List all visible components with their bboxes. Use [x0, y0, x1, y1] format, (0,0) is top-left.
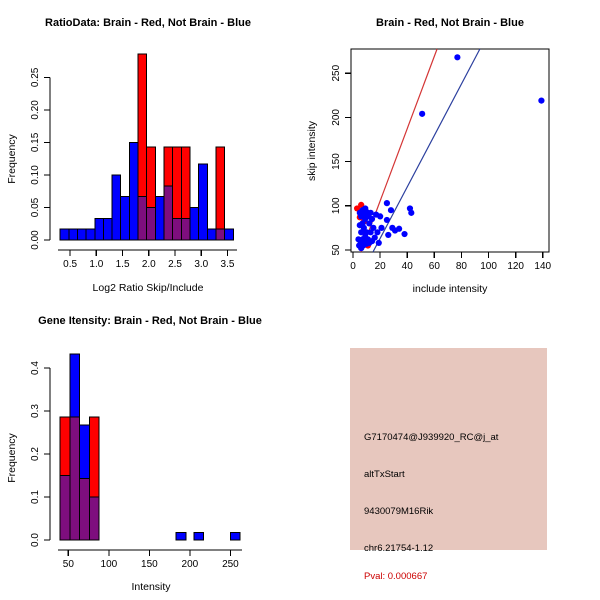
plot-box: [351, 49, 549, 252]
overlap-bar: [70, 417, 80, 540]
overlap-bar: [164, 186, 173, 240]
x-tick-label: 200: [181, 559, 199, 570]
not-brain-bar: [95, 219, 104, 240]
not-brain-bar: [121, 196, 130, 240]
x-tick-label: 0: [350, 261, 356, 272]
not-brain-bar: [225, 229, 234, 240]
not-brain-bar: [176, 533, 186, 540]
brain-bar: [216, 147, 225, 240]
y-tick-label: 0.1: [30, 490, 41, 504]
y-tick-label: 0.20: [30, 100, 41, 120]
scatter-ylabel: skip intensity: [306, 120, 318, 182]
y-tick-label: 100: [331, 197, 342, 215]
not-brain-point: [378, 225, 384, 231]
ratio-histogram-panel: [0, 0, 300, 300]
y-tick-label: 0.10: [30, 165, 41, 185]
event-type-text: altTxStart: [364, 469, 405, 480]
x-tick-label: 100: [100, 559, 118, 570]
not-brain-bar: [103, 219, 112, 240]
not-brain-point: [376, 240, 382, 246]
gene-info-card: [350, 348, 547, 582]
y-tick-label: 0.4: [30, 361, 41, 375]
x-tick-label: 40: [401, 261, 413, 272]
not-brain-point: [388, 207, 394, 213]
ratio-histogram-title: RatioData: Brain - Red, Not Brain - Blue: [45, 17, 251, 29]
x-tick-label: 3.0: [194, 259, 209, 270]
x-tick-label: 2.0: [141, 259, 156, 270]
not-brain-point: [401, 231, 407, 237]
gene-intensity-histogram-panel: [0, 300, 300, 600]
not-brain-point: [372, 234, 378, 240]
y-tick-label: 200: [331, 109, 342, 126]
x-tick-label: 60: [428, 261, 440, 272]
x-tick-label: 1.5: [115, 259, 130, 270]
y-tick-label: 150: [331, 153, 342, 170]
scatter-title: Brain - Red, Not Brain - Blue: [376, 17, 524, 29]
not-brain-bar: [77, 229, 86, 240]
not-brain-bar: [207, 229, 216, 240]
y-tick-label: 0.00: [30, 230, 41, 250]
not-brain-bar: [60, 229, 69, 240]
not-brain-point: [408, 210, 414, 216]
pval-text: Pval: 0.000667: [364, 571, 428, 582]
x-tick-label: 100: [480, 261, 497, 272]
y-tick-label: 250: [331, 64, 342, 82]
x-tick-label: 0.5: [63, 259, 78, 270]
x-tick-label: 140: [534, 261, 552, 272]
not-brain-bar: [230, 533, 240, 540]
x-tick-label: 250: [222, 559, 239, 570]
not-brain-bar: [155, 196, 164, 240]
overlap-bar: [138, 196, 147, 240]
not-brain-point: [538, 98, 544, 104]
not-brain-point: [384, 200, 390, 206]
not-brain-bar: [194, 533, 204, 540]
x-tick-label: 2.5: [168, 259, 182, 270]
scatter-xlabel: include intensity: [412, 283, 488, 295]
overlap-bar: [181, 219, 190, 240]
y-tick-label: 0.15: [30, 132, 41, 153]
not-brain-point: [419, 111, 425, 117]
gene-histogram-plot: [30, 354, 242, 570]
x-tick-label: 20: [374, 261, 386, 272]
x-tick-label: 80: [455, 261, 468, 272]
x-tick-label: 120: [507, 261, 525, 272]
not-brain-bar: [199, 164, 208, 240]
not-brain-point: [368, 210, 374, 216]
ratio-histogram-xlabel: Log2 Ratio Skip/Include: [92, 282, 204, 294]
overlap-bar: [89, 497, 99, 540]
x-tick-label: 1.0: [89, 259, 104, 270]
overlap-bar: [147, 207, 156, 240]
ratio-histogram-plot: [30, 54, 237, 270]
y-tick-label: 0.2: [30, 447, 41, 461]
not-brain-bar: [190, 207, 199, 240]
not-brain-bar: [86, 229, 95, 240]
not-brain-point: [377, 213, 383, 219]
intensity-scatter-panel: [300, 0, 600, 300]
not-brain-bar: [112, 175, 121, 240]
ratio-histogram-ylabel: Frequency: [6, 134, 18, 184]
not-brain-bar: [129, 142, 138, 240]
y-tick-label: 0.25: [30, 67, 41, 88]
not-brain-point: [396, 226, 402, 232]
y-tick-label: 0.3: [30, 404, 41, 418]
y-tick-label: 0.0: [30, 533, 41, 547]
not-brain-bar: [69, 229, 78, 240]
y-tick-label: 50: [331, 244, 342, 256]
overlap-bar: [173, 219, 182, 240]
y-tick-label: 0.05: [30, 197, 41, 218]
x-tick-label: 150: [141, 559, 158, 570]
gene-histogram-ylabel: Frequency: [6, 433, 18, 483]
not-brain-point: [384, 217, 390, 223]
probe-id-text: G7170474@J939920_RC@j_at: [364, 432, 499, 443]
overlap-bar: [80, 479, 90, 540]
not-brain-point: [454, 54, 460, 60]
gene-histogram-xlabel: Intensity: [131, 581, 171, 593]
overlap-bar: [60, 476, 70, 540]
overlap-bar: [216, 229, 225, 240]
locus-text: chr6.21754-1.12: [364, 543, 434, 554]
gene-symbol-text: 9430079M16Rik: [364, 506, 434, 517]
gene-histogram-title: Gene Itensity: Brain - Red, Not Brain - Blue: [38, 315, 262, 327]
not-brain-point: [385, 232, 391, 238]
x-tick-label: 3.5: [220, 259, 235, 270]
scatter-plot: [331, 49, 552, 272]
x-tick-label: 50: [62, 559, 74, 570]
